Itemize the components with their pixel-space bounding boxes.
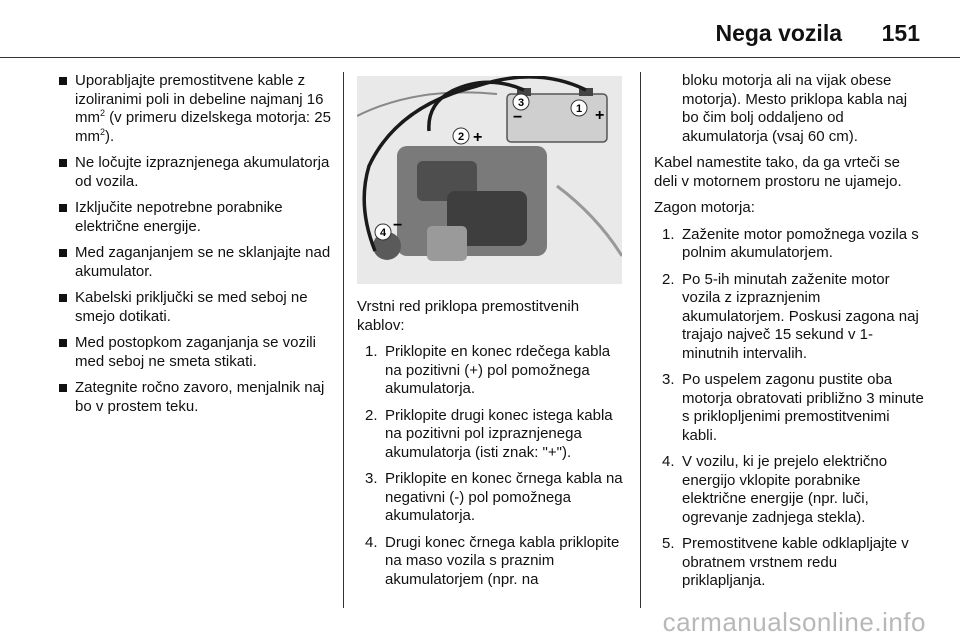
bullet-text: Uporabljajte premostitvene kable z izoliranimi poli in debeline najmanj 16 mm	[75, 72, 324, 126]
svg-text:+: +	[595, 107, 605, 124]
list-item: Zategnite ročno zavoro, menjalnik naj bo v prostem teku.	[58, 379, 338, 416]
list-item	[357, 407, 629, 463]
superscript: 2	[100, 108, 106, 118]
cable-routing-note: Kabel namestite tako, da ga vrteči se deli v motornem prostoru ne ujamejo.	[654, 154, 902, 190]
page-header	[0, 0, 960, 58]
step-number: 3.	[365, 470, 378, 487]
column-divider-1	[343, 72, 344, 608]
step-number: 4.	[365, 533, 378, 551]
engine-part	[427, 226, 467, 261]
step-text: Zaženite motor pomožnega vozila s polnim akumulatorjem.	[682, 225, 919, 261]
svg-text:−: −	[393, 217, 403, 234]
connection-steps	[357, 343, 629, 589]
header-rule	[0, 57, 960, 58]
list-item	[654, 271, 924, 364]
list-item: Kabelski priključki se med seboj ne smejo dotikati.	[58, 289, 338, 326]
list-item: Med zaganjanjem se ne sklanjajte nad akumulator.	[58, 244, 338, 281]
step-text: Priklopite en konec črnega kabla na negativni (-) pol pomožnega akumulatorja.	[385, 470, 623, 524]
step-number: 5.	[662, 535, 675, 552]
column-2	[357, 72, 629, 597]
superscript: 2	[100, 126, 106, 137]
step-number: 2.	[662, 270, 675, 288]
column-divider-2	[640, 72, 641, 608]
step-text: Po 5-ih minutah zaženite motor vozila z izpraznjenim akumulatorjem. Poskusi zagona naj trajajo največ 15 sekund v 1-minutnih intervalih.	[682, 270, 919, 362]
svg-text:3: 3	[517, 97, 525, 109]
column-1	[58, 72, 338, 424]
jump-start-illustration	[357, 76, 622, 284]
step-text: Priklopite en konec rdečega kabla na pozitivni (+) pol pomožnega akumulatorja.	[385, 343, 611, 397]
svg-text:−: −	[513, 109, 523, 126]
step-number: 2.	[365, 406, 378, 424]
step-number: 4.	[662, 453, 675, 470]
step-text: V vozilu, ki je prejelo električno energijo vklopite porabnike električne energije (npr. luči, ogrevanje zadnjega stekla).	[682, 453, 888, 526]
page-number: 151	[881, 20, 920, 46]
svg-text:1: 1	[575, 103, 583, 115]
list-item	[654, 226, 924, 263]
engine-bay-drawing	[357, 76, 622, 284]
column-3	[654, 72, 924, 599]
start-heading: Zagon motorja:	[654, 199, 755, 216]
list-item	[357, 534, 629, 590]
step-text: Priklopite drugi konec istega kabla na pozitivni pol izpraznjenega akumulatorja (isti znak: "+").	[385, 406, 613, 461]
watermark: carmanualsonline.info	[662, 607, 926, 637]
bullet-text: ).	[105, 127, 115, 145]
list-item	[654, 371, 924, 445]
step-text: Premostitvene kable odklapljajte v obratnem vrstnem redu priklapljanja.	[682, 535, 909, 589]
step-number: 3.	[662, 371, 675, 388]
start-steps	[654, 226, 924, 591]
list-item	[357, 470, 629, 526]
step-text: Drugi konec črnega kabla priklopite na maso vozila s praznim akumulatorjem (npr. na	[385, 533, 620, 588]
step-number: 1.	[662, 225, 675, 243]
svg-text:4: 4	[379, 227, 387, 239]
step-text: Po uspelem zagonu pustite oba motorja obratovati približno 3 minute s priklopljenimi premostitvenimi kabli.	[682, 371, 924, 444]
list-item: Med postopkom zaganjanja se vozili med seboj ne smeta stikati.	[58, 334, 338, 371]
list-item	[58, 72, 338, 146]
step-continuation: bloku motorja ali na vijak obese motorja). Mesto priklopa kabla naj bo čim bolj oddaljeno od akumulatorja (vsaj 60 cm).	[682, 72, 908, 145]
page-title: Nega vozila	[715, 20, 842, 46]
list-item: Izključite nepotrebne porabnike električne energije.	[58, 199, 338, 236]
step-number: 1.	[365, 343, 378, 360]
list-item	[654, 453, 924, 527]
bullet-text: (v primeru dizelskega motorja: 25 mm	[75, 109, 331, 145]
list-item	[357, 343, 629, 399]
connection-order-intro: Vrstni red priklopa premostitvenih kablov:	[357, 298, 580, 334]
list-item	[654, 535, 924, 591]
svg-text:+: +	[473, 129, 483, 146]
precautions-list	[58, 72, 338, 416]
list-item: Ne ločujte izpraznjenega akumulatorja od vozila.	[58, 154, 338, 191]
svg-text:2: 2	[457, 131, 465, 143]
